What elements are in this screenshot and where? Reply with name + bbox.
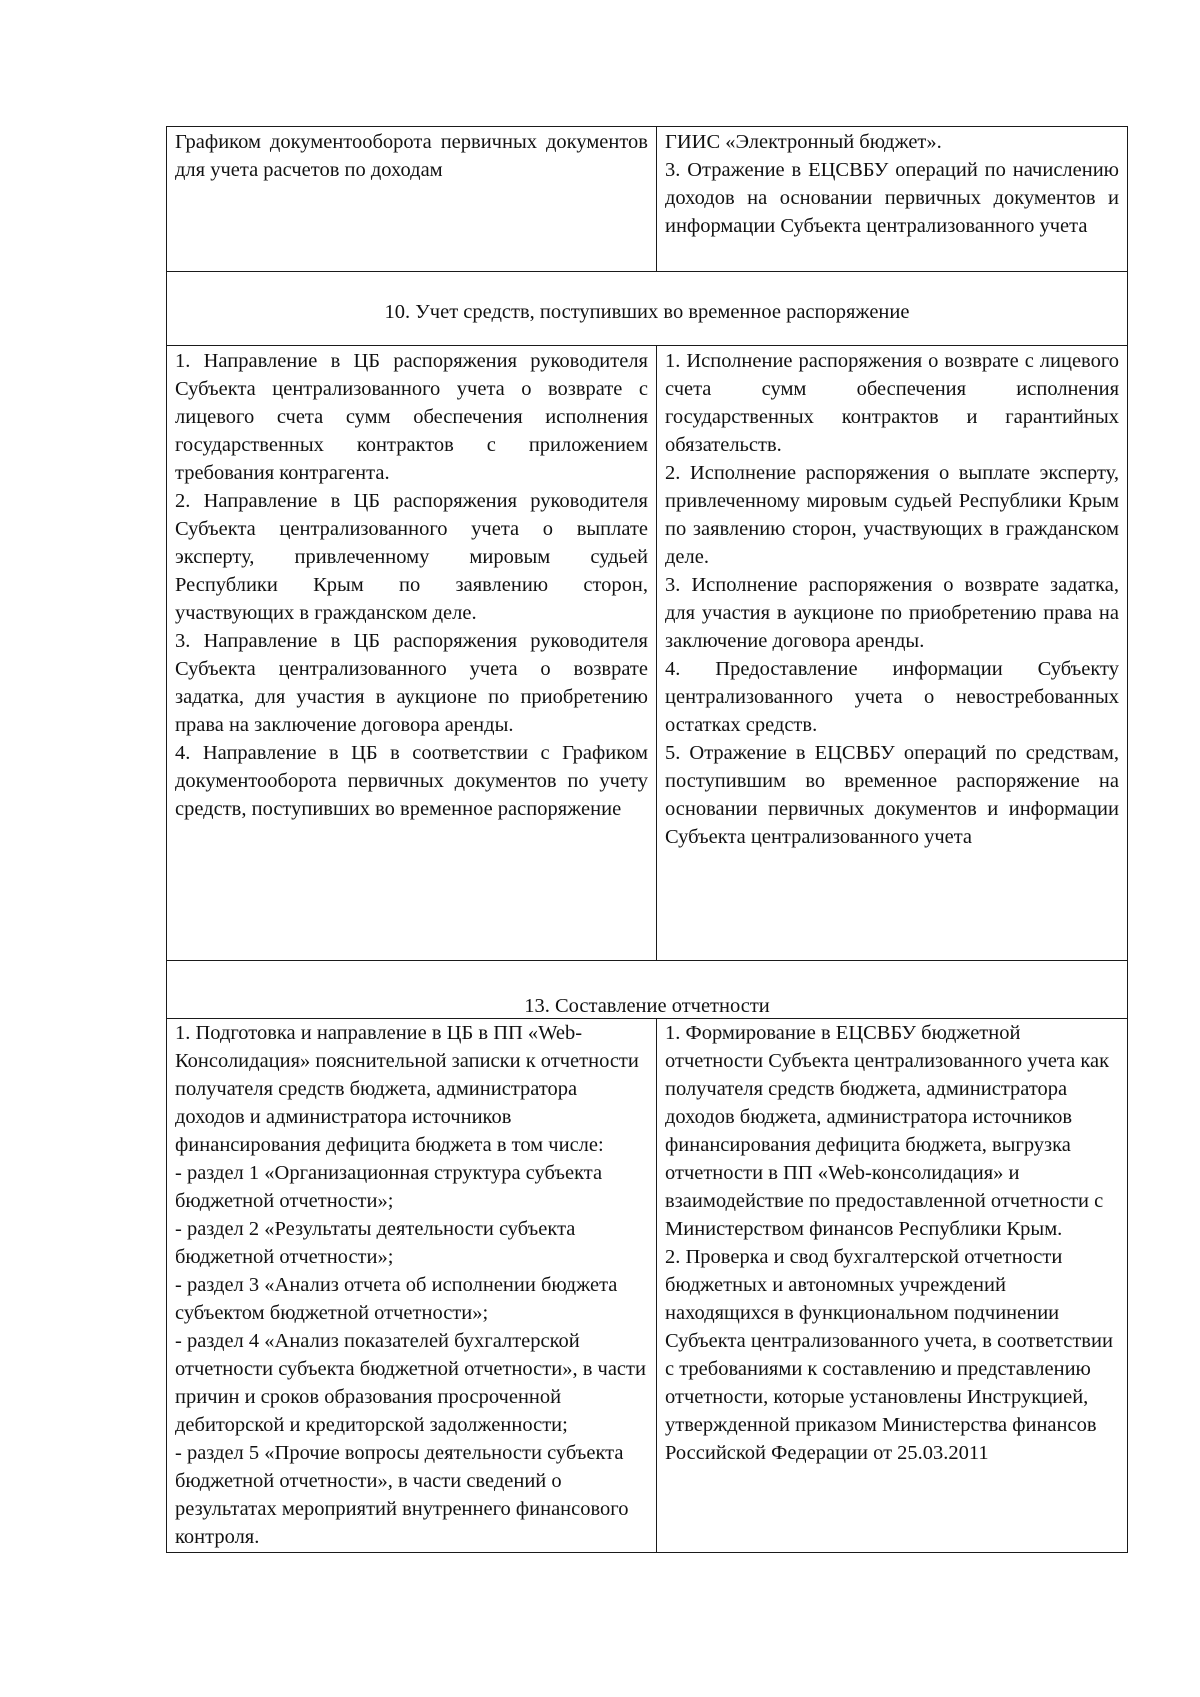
paragraph: 2. Направление в ЦБ распоряжения руководителя Субъекта централизованного учета о выплате эксперту, привлеченному мировым судьей Республики Крым по заявлению сторон, участвующих в гражданском деле.: [175, 490, 648, 624]
paragraph: 3. Исполнение распоряжения о возврате задатка, для участия в аукционе по приобретению права на заключение договора аренды.: [665, 574, 1119, 652]
paragraph: - раздел 2 «Результаты деятельности субъекта бюджетной отчетности»;: [175, 1218, 576, 1268]
paragraph: 2. Исполнение распоряжения о выплате эксперту, привлеченному мировым судьей Республики Крым по заявлению сторон, участвующих в гражданском деле.: [665, 462, 1119, 568]
paragraph: 3. Отражение в ЕЦСВБУ операций по начислению доходов на основании первичных документов и информации Субъекта централизованного учета: [665, 159, 1119, 237]
paragraph: 1. Подготовка и направление в ЦБ в ПП «Web-Консолидация» пояснительной записки к отчетности получателя средств бюджета, администратора доходов и администратора источников финансирования дефицита бюджета в том числе:: [175, 1022, 639, 1156]
paragraph: 1. Формирование в ЕЦСВБУ бюджетной отчетности Субъекта централизованного учета как получателя средств бюджета, администратора доходов бюджета, администратора источников финансирования дефицита бюджета, выгрузка отчетности в ПП «Web-консолидация» и взаимодействие по предоставленной отчетности с Министерством финансов Республики Крым.: [665, 1022, 1110, 1240]
paragraph: 2. Проверка и свод бухгалтерской отчетности бюджетных и автономных учреждений находящихся в функциональном подчинении Субъекта централизованного учета, в соответствии с требованиями к составлению и представлению отчетности, которые установлены Инструкцией, утвержденной приказом Министерства финансов Российской Федерации от 25.03.2011: [665, 1246, 1113, 1464]
section-10-left-cell: [167, 346, 657, 961]
paragraph: - раздел 1 «Организационная структура субъекта бюджетной отчетности»;: [175, 1162, 603, 1212]
table-row: [167, 127, 1128, 272]
table-row: [167, 346, 1128, 961]
section-header-row: [167, 961, 1128, 1019]
paragraph: 3. Направление в ЦБ распоряжения руководителя Субъекта централизованного учета о возврате задатка, для участия в аукционе по приобретению права на заключение договора аренды.: [175, 630, 648, 736]
section-13-left-cell: [167, 1019, 657, 1553]
table-row: [167, 1019, 1128, 1553]
paragraph: 5. Отражение в ЕЦСВБУ операций по средствам, поступившим во временное распоряжение на основании первичных документов и информации Субъекта централизованного учета: [665, 742, 1119, 848]
section-10-title: 10. Учет средств, поступивших во временное распоряжение: [167, 272, 1128, 346]
section-header-row: [167, 272, 1128, 346]
responsibilities-table: [166, 126, 1128, 1553]
top-right-cell: [657, 127, 1128, 272]
section-13-right-cell: [657, 1019, 1128, 1553]
section-13-title: 13. Составление отчетности: [167, 961, 1128, 1019]
paragraph: - раздел 5 «Прочие вопросы деятельности субъекта бюджетной отчетности», в части сведений о результатах мероприятий внутреннего финансового контроля.: [175, 1442, 629, 1548]
paragraph: 4. Направление в ЦБ в соответствии с Графиком документооборота первичных документов по учету средств, поступивших во временное распоряжение: [175, 742, 648, 820]
paragraph: - раздел 4 «Анализ показателей бухгалтерской отчетности субъекта бюджетной отчетности», в части причин и сроков образования просроченной дебиторской и кредиторской задолженности;: [175, 1330, 646, 1436]
paragraph: ГИИС «Электронный бюджет».: [665, 131, 942, 153]
top-left-cell: [167, 127, 657, 272]
paragraph: 1. Направление в ЦБ распоряжения руководителя Субъекта централизованного учета о возврате с лицевого счета сумм обеспечения исполнения государственных контрактов с приложением требования контрагента.: [175, 350, 648, 484]
paragraph: 1. Исполнение распоряжения о возврате с лицевого счета сумм обеспечения исполнения государственных контрактов и гарантийных обязательств.: [665, 350, 1119, 456]
paragraph: Графиком документооборота первичных документов для учета расчетов по доходам: [175, 131, 648, 181]
paragraph: 4. Предоставление информации Субъекту централизованного учета о невостребованных остатках средств.: [665, 658, 1119, 736]
paragraph: - раздел 3 «Анализ отчета об исполнении бюджета субъектом бюджетной отчетности»;: [175, 1274, 618, 1324]
section-10-right-cell: [657, 346, 1128, 961]
